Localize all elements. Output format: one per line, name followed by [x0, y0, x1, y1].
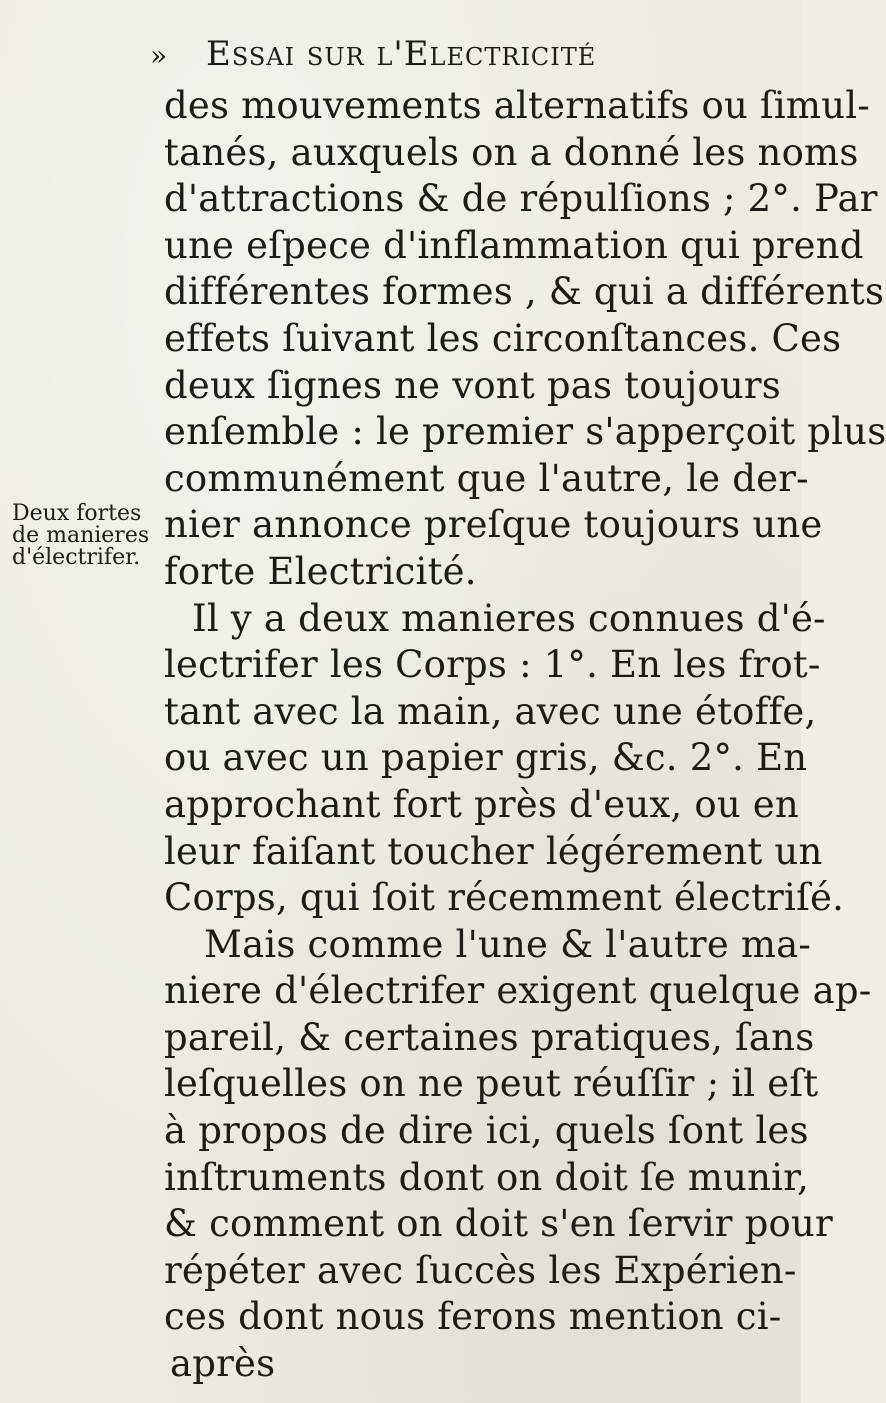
text-line: communément que l'autre, le der-: [164, 456, 809, 500]
margin-note-line: de manieres: [12, 523, 150, 548]
text-line: à propos de dire ici, quels ſont les: [164, 1109, 809, 1153]
text-line: inſtruments dont on doit ſe munir,: [164, 1155, 809, 1199]
body-text: [164, 83, 886, 1388]
text-line: ou avec un papier gris, &c. 2°. En: [164, 736, 808, 780]
text-line: Mais comme l'une & l'autre ma-: [204, 922, 812, 966]
margin-note: [12, 503, 157, 569]
margin-note-line: Deux fortes: [12, 501, 142, 526]
text-line: ces dont nous ferons mention ci-: [164, 1295, 782, 1339]
running-head-title: Essai sur l'Electricité: [206, 34, 597, 74]
text-line: leſquelles on ne peut réuſſir ; il eſt: [164, 1062, 819, 1106]
text-line: des mouvements alternatifs ou ſimul-: [164, 84, 870, 127]
text-line: enſemble : le premier s'apperçoit plus: [164, 410, 886, 454]
text-line: différentes formes , & qui a différents: [164, 270, 885, 314]
text-line: niere d'électrifer exigent quelque ap-: [164, 969, 872, 1013]
text-line: approchant fort près d'eux, ou en: [164, 782, 799, 826]
text-line: effets ſuivant les circonſtances. Ces: [164, 316, 842, 360]
text-line: forte Electricité.: [164, 549, 477, 593]
running-head-mark: »: [150, 39, 169, 72]
text-line: pareil, & certaines pratiques, ſans: [164, 1015, 815, 1059]
text-line: lectrifer les Corps : 1°. En les frot-: [164, 643, 821, 687]
margin-note-line: d'électrifer.: [12, 545, 141, 570]
text-line: répéter avec ſuccès les Expérien-: [164, 1248, 797, 1292]
text-line: Il y a deux manieres connues d'é-: [192, 596, 826, 640]
text-line: d'attractions & de répulſions ; 2°. Par: [164, 177, 878, 221]
text-line: une eſpece d'inflammation qui prend: [164, 223, 864, 267]
text-line: tant avec la main, avec une étoffe,: [164, 689, 817, 733]
text-line: Corps, qui ſoit récemment électriſé.: [164, 876, 845, 920]
text-line: tanés, auxquels on a donné les noms: [164, 130, 859, 174]
running-head: [150, 34, 790, 82]
text-line: deux ſignes ne vont pas toujours: [164, 363, 781, 407]
text-line: nier annonce preſque toujours une: [164, 503, 823, 547]
text-line: après: [170, 1342, 276, 1386]
text-line: & comment on doit s'en ſervir pour: [164, 1202, 833, 1246]
text-line: leur faiſant toucher légérement un: [164, 829, 823, 873]
